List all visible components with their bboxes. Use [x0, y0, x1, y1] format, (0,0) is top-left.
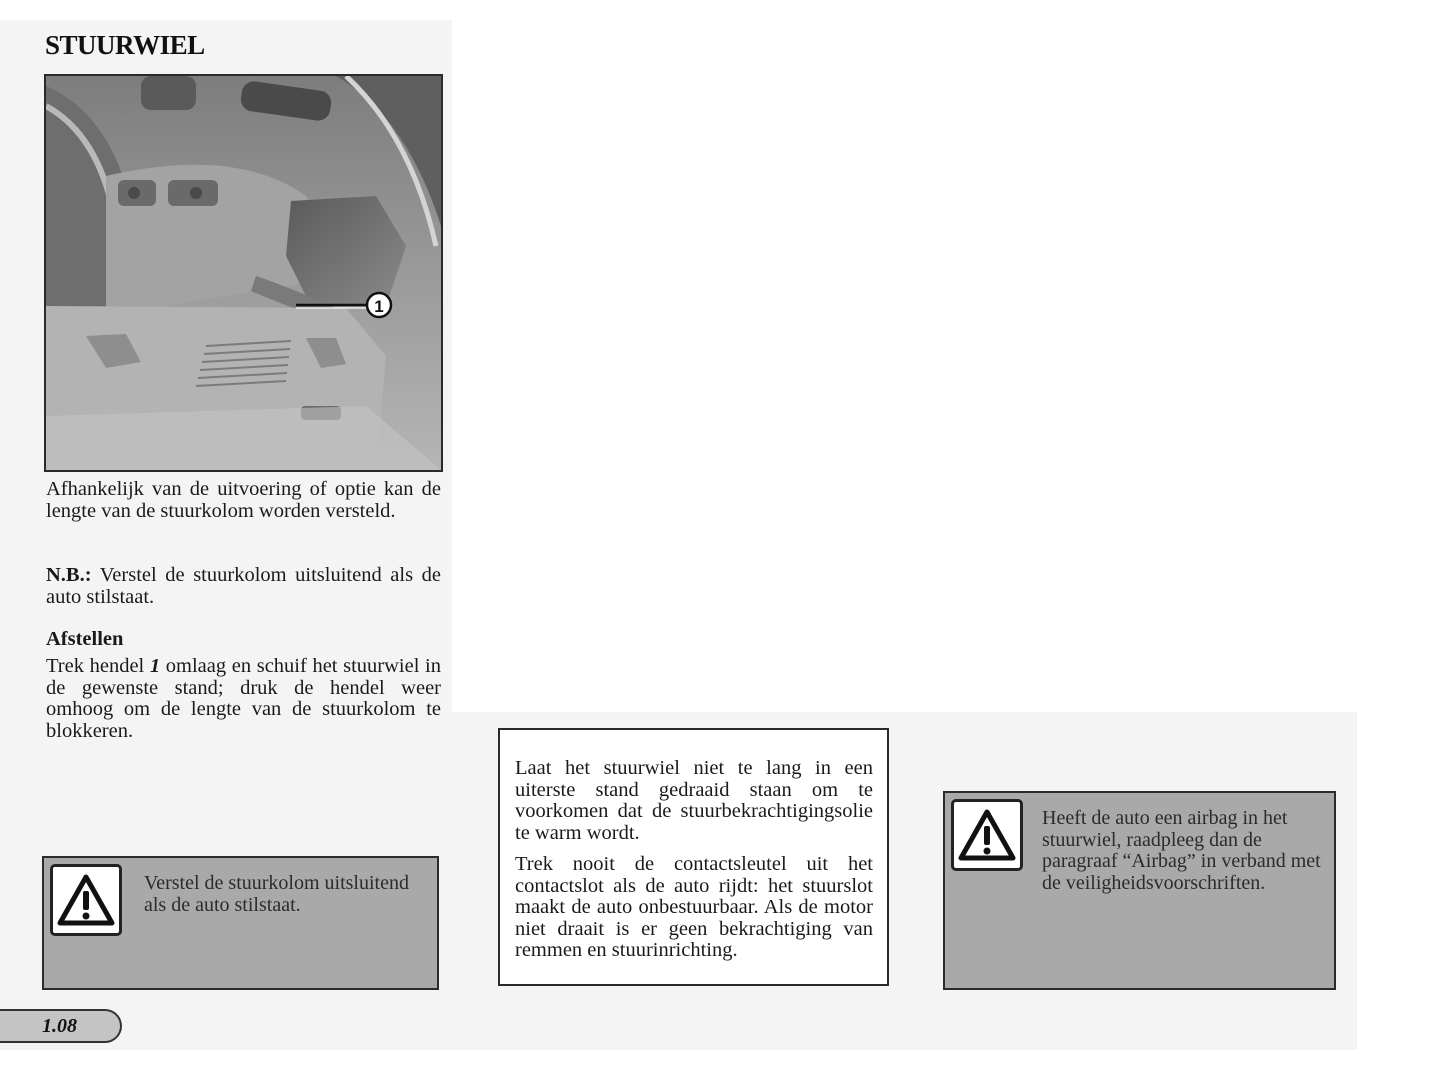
warning-box-right: [943, 791, 1336, 990]
instruction-prefix: Trek hendel: [46, 655, 150, 677]
warning-triangle-icon: [958, 809, 1016, 861]
steering-column-illustration: [46, 76, 441, 470]
warning-box-left: [42, 856, 439, 990]
info-paragraph-1: Laat het stuurwiel niet te lang in een uiterste stand gedraaid staan om te voorkomen dat de stuurbekrachtigingsolie te warm wordt.: [515, 757, 873, 844]
note-text: Verstel de stuurkolom uitsluitend als de auto stilstaat.: [46, 564, 441, 608]
page-title: STUURWIEL: [45, 30, 205, 60]
info-box: [498, 728, 889, 986]
note-paragraph: [46, 565, 441, 608]
lever-reference: 1: [149, 655, 161, 677]
callout-label: 1: [374, 297, 384, 316]
instruction-paragraph: [46, 656, 441, 742]
info-paragraph-2: Trek nooit de contactsleutel uit het contactslot als de auto rijdt: het stuurslot maakt de auto onbestuurbaar. Als de motor niet draait is er geen bekrachtiging van remmen en stuurinrichting.: [515, 853, 873, 962]
warning-text-right: Heeft de auto een airbag in het stuurwiel, raadpleeg dan de paragraaf “Airbag” in verband met de veiligheidsvoorschriften.: [1042, 807, 1321, 894]
page-number: 1.08: [42, 1015, 77, 1037]
warning-icon-frame: [50, 864, 122, 936]
page-number-tab: [0, 1009, 122, 1043]
warning-triangle-icon: [57, 874, 115, 926]
warning-icon-frame: [951, 799, 1023, 871]
instruction-suffix: omlaag en schuif het stuurwiel in de gewenste stand; druk de hendel weer omhoog om de lengte van de stuurkolom te blokkeren.: [46, 655, 441, 742]
steering-column-photo: [44, 74, 443, 472]
intro-paragraph: Afhankelijk van de uitvoering of optie kan de lengte van de stuurkolom worden versteld.: [46, 478, 441, 522]
warning-text-left: Verstel de stuurkolom uitsluitend als de auto stilstaat.: [144, 872, 409, 916]
note-label: N.B.:: [46, 564, 92, 586]
section-subheading: Afstellen: [46, 628, 124, 650]
